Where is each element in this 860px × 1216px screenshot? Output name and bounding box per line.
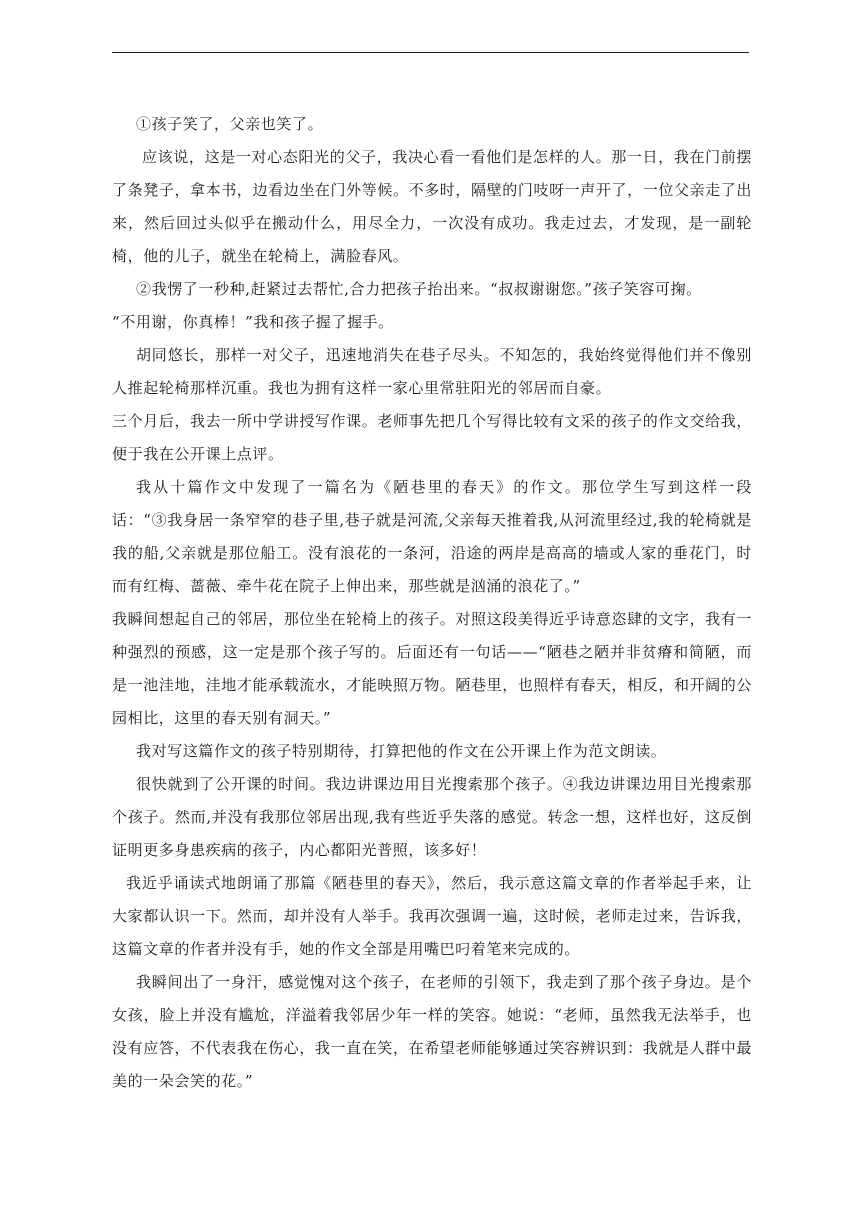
paragraph: 胡同悠长，那样一对父子，迅速地消失在巷子尽头。不知怎的，我始终觉得他们并不像别人推起轮椅那样沉重。我也为拥有这样一家心里常驻阳光的邻居而自豪。 [112, 346, 752, 397]
paragraph: 我从十篇作文中发现了一篇名为《陋巷里的春天》的作文。那位学生写到这样一段话：“③我身居一条窄窄的巷子里,巷子就是河流,父亲每天推着我,从河流里经过,我的轮椅就是我的船,父亲就是那位船工。没有浪花的一条河，沿途的两岸是高高的墙或人家的垂花门，时而有红梅、蔷薇、牵牛花在院子上伸出来，那些就是汹涌的浪花了。” [112, 478, 752, 595]
paragraph: “不用谢，你真棒！”我和孩子握了握手。 [112, 313, 394, 331]
paragraph: 我近乎诵读式地朗诵了那篇《陋巷里的春天》，然后，我示意这篇文章的作者举起手来，让大家都认识一下。然而，却并没有人举手。我再次强调一遍，这时候，老师走过来，告诉我，这篇文章的作者并没有手，她的作文全部是用嘴巴叼着笔来完成的。 [112, 874, 752, 958]
paragraph: ①孩子笑了，父亲也笑了。 [136, 115, 324, 133]
paragraph: 我瞬间出了一身汗，感觉愧对这个孩子，在老师的引领下，我走到了那个孩子身边。是个女孩，脸上并没有尴尬，洋溢着我邻居少年一样的笑容。她说：“老师，虽然我无法举手，也没有应答，不代表我在伤心，我一直在笑，在希望老师能够通过笑容辨识到：我就是人群中最美的一朵会笑的花。” [112, 973, 752, 1090]
header-rule [112, 52, 749, 53]
paragraph: 我对写这篇作文的孩子特别期待，打算把他的作文在公开课上作为范文朗读。 [136, 742, 667, 760]
paragraph: 应该说，这是一对心态阳光的父子，我决心看一看他们是怎样的人。那一日，我在门前摆了条凳子，拿本书，边看边坐在门外等候。不多时，隔壁的门吱呀一声开了，一位父亲走了出来，然后回过头似乎在搬动什么，用尽全力，一次没有成功。我走过去，才发现，是一副轮椅，他的儿子，就坐在轮椅上，满脸春风。 [112, 148, 752, 265]
paragraph: 很快就到了公开课的时间。我边讲课边用目光搜索那个孩子。④我边讲课边用目光搜索那个孩子。然而,并没有我那位邻居出现,我有些近乎失落的感觉。转念一想，这样也好，这反倒证明更多身患疾病的孩子，内心都阳光普照，该多好！ [112, 775, 752, 859]
paragraph: ②我愣了一秒种,赶紧过去帮忙,合力把孩子抬出来。“叔叔谢谢您。”孩子笑容可掬。 [136, 280, 702, 298]
paragraph: 三个月后，我去一所中学讲授写作课。老师事先把几个写得比较有文采的孩子的作文交给我，便于我在公开课上点评。 [112, 412, 752, 463]
document-body [112, 108, 752, 1098]
paragraph: 我瞬间想起自己的邻居，那位坐在轮椅上的孩子。对照这段美得近乎诗意恣肆的文字，我有一种强烈的预感，这一定是那个孩子写的。后面还有一句话——“陋巷之陋并非贫瘠和简陋，而是一池洼地，洼地才能承载流水，才能映照万物。陋巷里，也照样有春天，相反，和开阔的公园相比，这里的春天别有洞天。” [112, 610, 752, 727]
